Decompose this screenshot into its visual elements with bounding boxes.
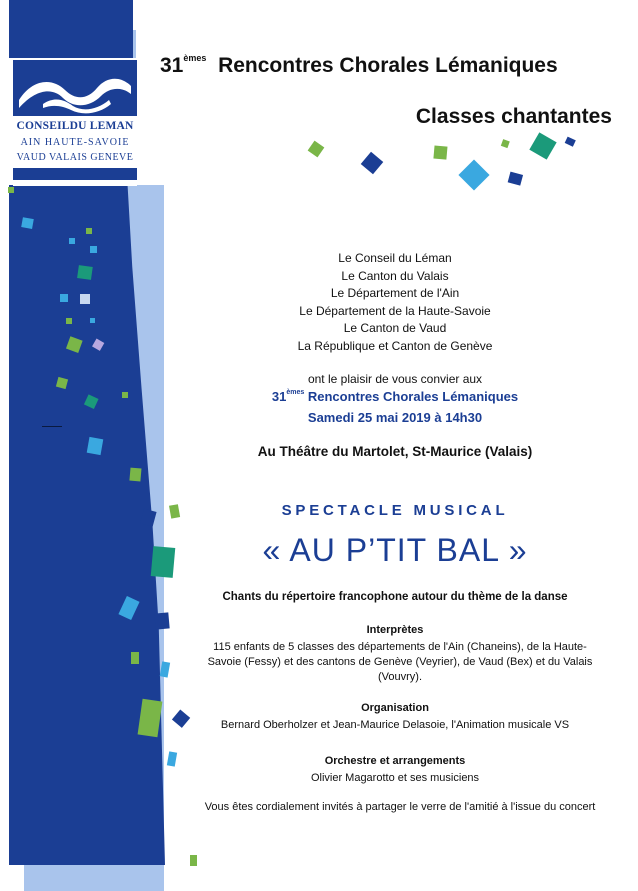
interpretes-text: 115 enfants de 5 classes des départements de l'Ain (Chaneins), de la Haute-Savoie (Fessy) et des cantons de Genève (Veyrier), de Vaud (Bex) et du Valais (Vouvry).	[207, 641, 593, 683]
host-item: Le Canton du Valais	[341, 268, 449, 283]
orchestre-heading: Orchestre et arrangements	[324, 755, 466, 767]
event-title: Rencontres Chorales Lémaniques	[307, 389, 519, 404]
edition-suffix: èmes	[183, 53, 207, 63]
organisation-text: Bernard Oberholzer et Jean-Maurice Delasoie, l'Animation musicale VS	[220, 719, 570, 731]
event-suffix: èmes	[286, 389, 305, 396]
logo-line-2: AIN HAUTE-SAVOIE	[20, 137, 130, 148]
event-number: 31	[271, 389, 287, 404]
event-date: Samedi 25 mai 2019 à 14h30	[307, 410, 483, 425]
interpretes-heading: Interprètes	[366, 624, 424, 636]
show-kind: SPECTACLE MUSICAL	[281, 502, 509, 519]
invitation-text: ont le plaisir de vous convier aux	[307, 372, 483, 386]
logo-line-3: VAUD VALAIS GENEVE	[16, 152, 134, 163]
show-title: « AU P’TIT BAL »	[262, 532, 528, 568]
host-item: Le Département de la Haute-Savoie	[299, 303, 491, 318]
host-item: Le Canton de Vaud	[343, 321, 447, 335]
host-item: Le Département de l'Ain	[330, 286, 460, 300]
closing-note: Vous êtes cordialement invités à partager le verre de l'amitié à l'issue du concert	[204, 801, 596, 813]
event-venue: Au Théâtre du Martolet, St-Maurice (Valais)	[257, 444, 533, 459]
event-name	[165, 389, 625, 404]
page-subtitle: Classes chantantes	[415, 105, 612, 128]
title-text: Rencontres Chorales Lémaniques	[218, 54, 558, 77]
show-description: Chants du répertoire francophone autour du thème de la danse	[222, 591, 568, 603]
host-item: Le Conseil du Léman	[338, 251, 452, 265]
logo-line-1: CONSEILDU LEMAN	[16, 120, 134, 132]
organisation-heading: Organisation	[361, 702, 429, 714]
host-item: La République et Canton de Genève	[297, 338, 493, 353]
hosts-list	[165, 250, 625, 355]
edition-number: 31	[160, 54, 184, 77]
orchestre-text: Olivier Magarotto et ses musiciens	[310, 772, 480, 784]
